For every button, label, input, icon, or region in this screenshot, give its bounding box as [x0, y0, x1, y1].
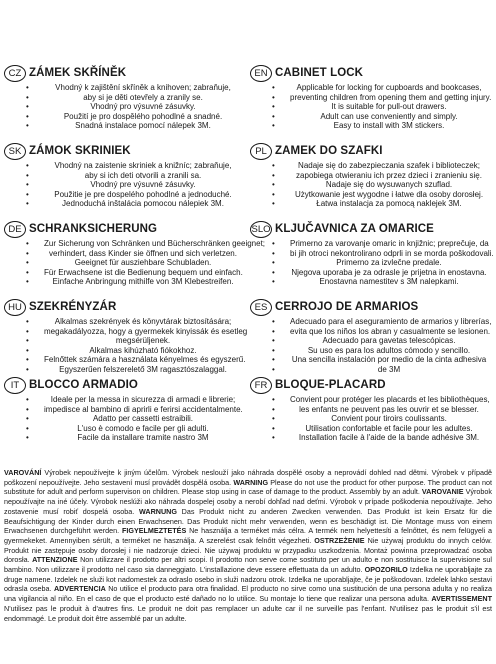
warning-label: FIGYELMEZTETÉS [121, 526, 187, 536]
section-header [4, 64, 242, 82]
section-header [250, 376, 488, 394]
warning-label: ATTENZIONE [32, 555, 78, 565]
section-header [250, 64, 488, 82]
section-es [250, 298, 492, 376]
bullet-item: • verhindert, dass Kinder sie öffnen und sich verletzen. [26, 249, 242, 259]
bullet-list [26, 161, 242, 209]
section-header [250, 298, 488, 316]
bullet-item: • Adatto per cassetti estraibili. [26, 414, 242, 424]
bullet-list [272, 317, 492, 375]
warning-body: Non utilizzare il prodotto per altri scopi. Il prodotto non serve come sostituto per un adulto e non sostituisce la supervisione sul bambino. Non utilizzare il prodotto nel caso sia danneggiato. L'installazione deve essere effettuata da un adulto. [4, 555, 492, 575]
section-cz [4, 64, 242, 142]
warning-body: Das Produkt nicht zu anderen Zwecken verwenden. Das Produkt ist kein Ersatz für die Beaufsichtigung der Kinder durch einen Erwachsenen. Das Produkt nicht mehr verwenden, wenn es beschädigt ist. Die Montage muss von einem Erwachsenen durchgeführt werden. [4, 506, 493, 536]
bullet-item: • preventing children from opening them and getting injury. [272, 93, 488, 103]
section-title: ZÁMEK SKŘÍNĚK [29, 67, 127, 79]
section-title: SZEKRÉNYZÁR [29, 301, 117, 313]
bullet-list [272, 83, 492, 131]
bullet-item: • evita que los niños los abran y casualmente se lesionen. [272, 327, 488, 337]
bullet-item: • aby si ich deti otvorili a zranili sa. [26, 171, 242, 181]
language-code-badge: ES [250, 299, 272, 316]
bullet-item: • Applicable for locking for cupboards and bookcases, [272, 83, 488, 93]
warning-body: Izdelka ne uporabljajte za druge namene. Izdelek ne služi kot nadomestek za odraslo osebo in služi nadzoru otrok. Izdelka ne uporabljajte, če je poškodovan. Izdelek lahko sestavi odrasla oseba. [4, 565, 492, 594]
warning-body: N'utilisez pas le produit à d'autres fins. Le produit ne doit pas remplacer un adulte car il ne surveille pas l'enfant. N'utilisez pas le produit s'il est endommagé. Le produit doit être assemblé par un adulte. [4, 603, 492, 623]
section-header [4, 298, 242, 316]
language-code-badge: IT [4, 377, 26, 394]
bullet-item: • Primerno za izvlečne predale. [272, 258, 488, 268]
warning-label: VAROVÁNÍ [4, 468, 42, 477]
warning-body: No utilice el producto para otra finalidad. El producto no sirve como una sustitución de una persona adulta y no realiza una vigilancia al niño. En el caso de que el producto esté dañado no lo utilice. Su montaje lo tiene que realizar una persona adulta. [4, 584, 493, 604]
warning-body: Ne használja a terméket más célra. A termék nem helyettesíti a felnőttet, és nem felügyeli a gyermekeket. Amennyiben sérült, a terméket ne használja. A szerelést csak felnőtt végezheti. [4, 526, 493, 545]
bullet-item: • les enfants ne peuvent pas les ouvrir et se blesser. [272, 405, 488, 415]
bullet-item: • Njegova uporaba je za odrasle je prijetna in enostavna. [272, 268, 488, 278]
warning-label: VAROVANIE [421, 487, 464, 497]
bullet-list [272, 239, 494, 287]
section-title: SCHRANKSICHERUNG [29, 223, 158, 235]
bullet-item: • de 3M [272, 365, 488, 375]
bullet-list [272, 161, 488, 209]
warning-label: WARNING [233, 477, 269, 487]
bullet-item: • Installation facile à l'aide de la bande adhésive 3M. [272, 433, 488, 443]
section-title: ZAMEK DO SZAFKI [275, 145, 383, 157]
bullet-item: • Adecuado para el aseguramiento de armarios y librerías, [272, 317, 488, 327]
bullet-item: • aby si je děti otevřely a zranily se. [26, 93, 242, 103]
bullet-item: • Convient pour tiroirs coulissants. [272, 414, 488, 424]
bullet-item: • Egyszerűen felszerelető 3M ragasztószalaggal. [26, 365, 242, 375]
bullet-item: • Felnőttek számára a használata kényelmes és egyszerű. [26, 355, 242, 365]
warning-label: AVERTISSEMENT [431, 594, 492, 604]
warning-label: ADVERTENCIA [53, 584, 106, 594]
bullet-item: • Una sencilla instalación por medio de la cinta adhesiva [272, 355, 488, 365]
bullet-item: • megakadályozza, hogy a gyermekek kinyissák és esetleg [26, 327, 242, 337]
bullet-item: • Adult can use conveniently and simply. [272, 112, 488, 122]
bullet-item: • Nadaje się do wysuwanych szuflad. [272, 180, 488, 190]
right-column [250, 64, 494, 454]
language-code-badge: HU [4, 299, 26, 316]
warning-text [4, 468, 492, 623]
bullet-item: • Alkalmas szekrények és könyvtárak biztosítására; [26, 317, 242, 327]
bullet-item: • L'uso è comodo e facile per gli adulti. [26, 424, 242, 434]
bullet-list [272, 395, 488, 443]
bullet-item: • bi jih otroci nekontrolirano odprli in se morda poškodovali. [272, 249, 488, 259]
bullet-item: • Primerno za varovanje omaric in knjižnic; preprečuje, da [272, 239, 488, 249]
language-code-badge: SK [4, 143, 26, 160]
bullet-item: • zapobiega otwieraniu ich przez dzieci i zranieniu się. [272, 171, 488, 181]
section-title: BLOCCO ARMADIO [29, 379, 138, 391]
bullet-list [26, 83, 242, 131]
bullet-item: • Použití je pro dospělého pohodlné a snadné. [26, 112, 242, 122]
language-code-badge: DE [4, 221, 26, 238]
section-header [250, 220, 488, 238]
bullet-item: • Vhodný pro výsuvné zásuvky. [26, 102, 242, 112]
section-it [4, 376, 242, 454]
bullet-list [26, 317, 248, 375]
bullet-list [26, 395, 242, 443]
bullet-item: • It is suitable for pull-out drawers. [272, 102, 488, 112]
bullet-item: • Vhodný pre výsuvné zásuvky. [26, 180, 242, 190]
bullet-item: • Alkalmas kihúzható fiókokhoz. [26, 346, 242, 356]
bullet-item: • Einfache Anbringung mithilfe von 3M Klebestreifen. [26, 277, 242, 287]
bullet-item: • Ideale per la messa in sicurezza di armadi e librerie; [26, 395, 242, 405]
bullet-item: • Convient pour protéger les placards et les bibliothèques, [272, 395, 488, 405]
bullet-item: • Facile da installare tramite nastro 3M [26, 433, 242, 443]
bullet-item: • Użytkowanie jest wygodne i łatwe dla osoby dorosłej. [272, 190, 488, 200]
bullet-item: • Geeignet für ausziehbare Schubladen. [26, 258, 242, 268]
section-header [250, 142, 488, 160]
bullet-item: • impedisce al bambino di aprirli e ferirsi accidentalmente. [26, 405, 242, 415]
warning-body: Nie używaj produktu do innych celów. Produkt nie zastępuje osoby dorosłej i nie nadzoruje dzieci. Nie używaj produktu w przypadku uszkodzenia. Montaż powinna przeprowadzać osoba dorosła. [4, 535, 492, 565]
section-header [4, 220, 242, 238]
section-fr [250, 376, 488, 454]
warning-label: OPOZORILO [364, 565, 408, 575]
bullet-item: • Su uso es para los adultos cómodo y sencillo. [272, 346, 488, 356]
bullet-item: • Vhodný k zajištění skříněk a knihoven; zabraňuje, [26, 83, 242, 93]
language-code-badge: EN [250, 65, 272, 82]
bullet-item: • Easy to install with 3M stickers. [272, 121, 488, 131]
section-slo [250, 220, 494, 298]
bullet-item: • Enostavna namestitev s 3M nalepkami. [272, 277, 488, 287]
bullet-item: • Łatwa instalacja za pomocą naklejek 3M. [272, 199, 488, 209]
bullet-item: • megsérüljenek. [26, 336, 242, 346]
section-title: ZÁMOK SKRINIEK [29, 145, 131, 157]
warning-body: Výrobok nepoužívajte na iné účely. Výrobok neslúži ako náhrada dospelej osoby a nerobí dohľad nad deťmi. Výrobok v prípade poškodenia nepoužívajte. Jeho zostavenie musí robiť dospelá osoba. [4, 487, 492, 516]
language-code-badge: CZ [4, 65, 26, 82]
section-header [4, 376, 242, 394]
bullet-item: • Zur Sicherung von Schränken und Bücherschränken geeignet; [26, 239, 242, 249]
warning-label: WARNUNG [139, 506, 177, 516]
section-title: BLOQUE-PLACARD [275, 379, 386, 391]
bullet-item: • Adecuado para gavetas telescópicas. [272, 336, 488, 346]
bullet-list [26, 239, 266, 287]
section-title: KLJUČAVNICA ZA OMARICE [275, 223, 434, 235]
bullet-item: • Vhodný na zaistenie skriniek a knižníc; zabraňuje, [26, 161, 242, 171]
bullet-item: • Použitie je pre dospelého pohodlné a jednoduché. [26, 190, 242, 200]
bullet-item: • Snadná instalace pomocí nálepek 3M. [26, 121, 242, 131]
bullet-item: • Jednoduchá inštalácia pomocou nálepiek 3M. [26, 199, 242, 209]
bullet-item: • Nadaje się do zabezpieczania szafek i biblioteczek; [272, 161, 488, 171]
warning-body: Please do not use the product for other purpose. The product can not substitute for adult and perform supervison on children. Please stop using in case of damage to the product. Assembly by an adult. [4, 477, 493, 497]
section-title: CABINET LOCK [275, 67, 364, 79]
language-code-badge: FR [250, 377, 272, 394]
section-hu [4, 298, 248, 376]
section-title: CERROJO DE ARMARIOS [275, 301, 419, 313]
section-sk [4, 142, 242, 220]
section-en [250, 64, 492, 142]
language-code-badge: PL [250, 143, 272, 160]
section-header [4, 142, 242, 160]
section-pl [250, 142, 488, 220]
bullet-item: • Für Erwachsene ist die Bedienung bequem und einfach. [26, 268, 242, 278]
warning-body: Výrobek nepoužívejte k jiným účelům. Výrobek neslouží jako náhrada dospělé osoby a neprovádí dohled nad dětmi. Výrobek v případě poškození nepoužívejte. Jeho sestavení musí provádět dospělá osoba. [4, 468, 492, 487]
bullet-item: • Utilisation confortable et facile pour les adultes. [272, 424, 488, 434]
warning-label: OSTRZEŻENIE [314, 535, 365, 545]
language-code-badge: SLO [250, 221, 272, 238]
